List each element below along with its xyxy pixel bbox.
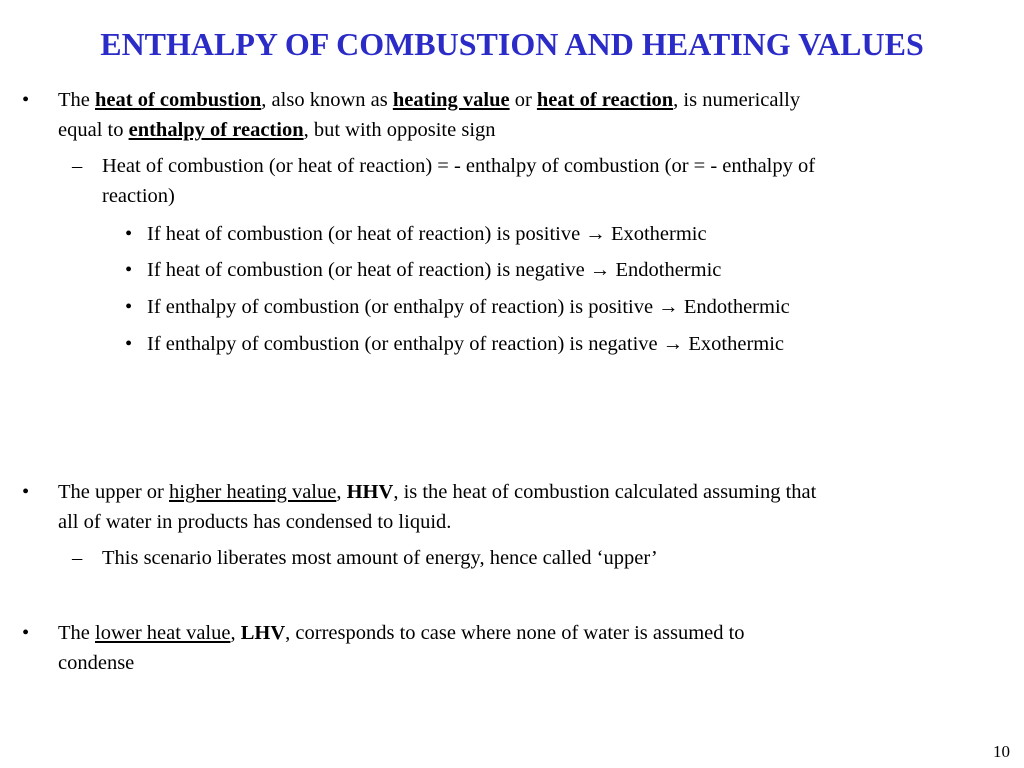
list-item: If heat of combustion (or heat of reaction) is positive → Exothermic: [147, 223, 707, 245]
term-heat-of-reaction: heat of reaction: [536, 89, 674, 111]
term-enthalpy-of-reaction: enthalpy of reaction: [128, 119, 304, 141]
bullet-hhv-line-1: The upper or higher heating value, HHV, is the heat of combustion calculated assuming that: [58, 481, 817, 503]
bullet-marker: •: [125, 223, 133, 245]
term-lhv: LHV: [240, 622, 286, 644]
bullet-marker: •: [125, 333, 133, 355]
term-higher-heating-value: higher heating value: [169, 481, 337, 503]
bullet-hhv-line-2: all of water in products has condensed to liquid.: [58, 511, 452, 533]
term-heat-of-combustion: heat of combustion: [95, 89, 262, 111]
bullet-marker: •: [125, 296, 133, 318]
bullet-marker: •: [22, 622, 30, 644]
bullet-lhv-line-1: The lower heat value, LHV, corresponds to case where none of water is assumed to: [58, 622, 745, 644]
list-item: If heat of combustion (or heat of reaction) is negative → Endothermic: [147, 259, 722, 281]
slide-title: ENTHALPY OF COMBUSTION AND HEATING VALUES: [100, 26, 924, 62]
list-item: If enthalpy of combustion (or enthalpy of reaction) is negative → Exothermic: [147, 333, 785, 355]
sub-bullet-line-2: reaction): [102, 185, 175, 207]
bullet-marker: •: [125, 259, 133, 281]
dash-marker: –: [72, 547, 83, 569]
term-heating-value: heating value: [392, 89, 510, 111]
bullet-lhv-line-2: condense: [58, 652, 135, 674]
term-hhv: HHV: [346, 481, 394, 503]
bullet-heat-of-combustion-line-2: equal to enthalpy of reaction, but with opposite sign: [58, 119, 496, 141]
term-lower-heat-value: lower heat value: [95, 622, 231, 644]
sub-bullet-line-1: Heat of combustion (or heat of reaction) = - enthalpy of combustion (or = - enthalpy of: [102, 155, 816, 177]
bullet-heat-of-combustion-line-1: The heat of combustion, also known as heating value or heat of reaction, is numerically: [58, 89, 801, 111]
dash-marker: –: [72, 155, 83, 177]
list-item: If enthalpy of combustion (or enthalpy of reaction) is positive → Endothermic: [147, 296, 790, 318]
bullet-marker: •: [22, 481, 30, 503]
page-number: 10: [993, 742, 1010, 761]
bullet-marker: •: [22, 89, 30, 111]
sub-bullet-upper: This scenario liberates most amount of energy, hence called ‘upper’: [102, 547, 658, 569]
